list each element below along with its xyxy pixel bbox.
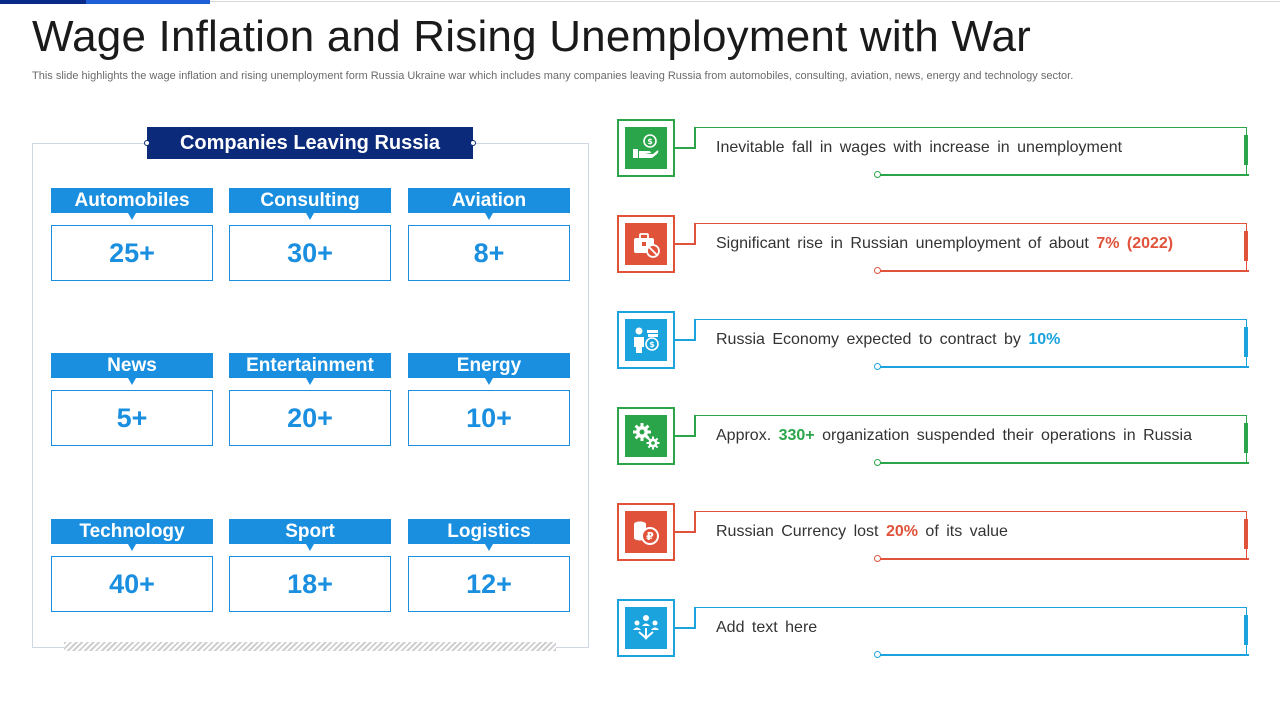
svg-text:$: $: [647, 137, 653, 146]
top-accent-bar: [0, 0, 1280, 4]
category-value: 30+: [229, 225, 391, 281]
item-icon-frame: [617, 311, 675, 369]
impact-item-economy: [617, 311, 1249, 369]
category-sport: [229, 519, 391, 612]
item-icon-frame: [617, 215, 675, 273]
category-automobiles: [51, 188, 213, 281]
category-label: Sport: [229, 519, 391, 544]
impact-item-wages: [617, 119, 1249, 177]
page-title: Wage Inflation and Rising Unemployment with War: [32, 12, 1032, 61]
ruble-coins-icon: [625, 511, 667, 553]
category-value: 40+: [51, 556, 213, 612]
item-text: Russia Economy expected to contract by 10%: [716, 331, 1061, 348]
category-value: 10+: [408, 390, 570, 446]
category-value: 5+: [51, 390, 213, 446]
item-icon-frame: [617, 599, 675, 657]
category-label: Energy: [408, 353, 570, 378]
item-text: Approx. 330+ organization suspended their operations in Russia: [716, 427, 1192, 444]
item-text: Russian Currency lost 20% of its value: [716, 523, 1008, 540]
category-value: 12+: [408, 556, 570, 612]
category-label: Consulting: [229, 188, 391, 213]
briefcase-no-icon: [625, 223, 667, 265]
svg-text:$: $: [649, 340, 655, 349]
panel-shadow: [64, 642, 556, 651]
category-aviation: [408, 188, 570, 281]
category-entertainment: [229, 353, 391, 446]
category-label: Logistics: [408, 519, 570, 544]
item-icon-frame: [617, 407, 675, 465]
gears-icon: [625, 415, 667, 457]
panel-title: [147, 127, 473, 159]
person-money-icon: [625, 319, 667, 361]
category-consulting: [229, 188, 391, 281]
category-label: Technology: [51, 519, 213, 544]
category-news: [51, 353, 213, 446]
category-energy: [408, 353, 570, 446]
category-value: 25+: [51, 225, 213, 281]
svg-text:₽: ₽: [646, 530, 654, 543]
item-icon-frame: [617, 503, 675, 561]
category-value: 8+: [408, 225, 570, 281]
item-text: Significant rise in Russian unemployment of about 7% (2022): [716, 235, 1174, 252]
category-value: 20+: [229, 390, 391, 446]
category-label: Aviation: [408, 188, 570, 213]
category-label: Entertainment: [229, 353, 391, 378]
money-hand-icon: [625, 127, 667, 169]
category-value: 18+: [229, 556, 391, 612]
impact-item-organizations: [617, 407, 1249, 465]
page-subtitle: This slide highlights the wage inflation and rising unemployment form Russia Ukraine war which includes many companies leaving Russia from automobiles, consulting, aviation, news, energy and technology sector.: [32, 70, 1074, 82]
people-network-icon: [625, 607, 667, 649]
item-text: Add text here: [716, 619, 818, 636]
category-logistics: [408, 519, 570, 612]
category-label: Automobiles: [51, 188, 213, 213]
impact-item-currency: [617, 503, 1249, 561]
impact-item-placeholder: [617, 599, 1249, 657]
item-text: Inevitable fall in wages with increase in unemployment: [716, 139, 1123, 156]
category-label: News: [51, 353, 213, 378]
category-technology: [51, 519, 213, 612]
impact-item-unemployment: [617, 215, 1249, 273]
panel-title-text: Companies Leaving Russia: [179, 131, 441, 154]
item-icon-frame: [617, 119, 675, 177]
